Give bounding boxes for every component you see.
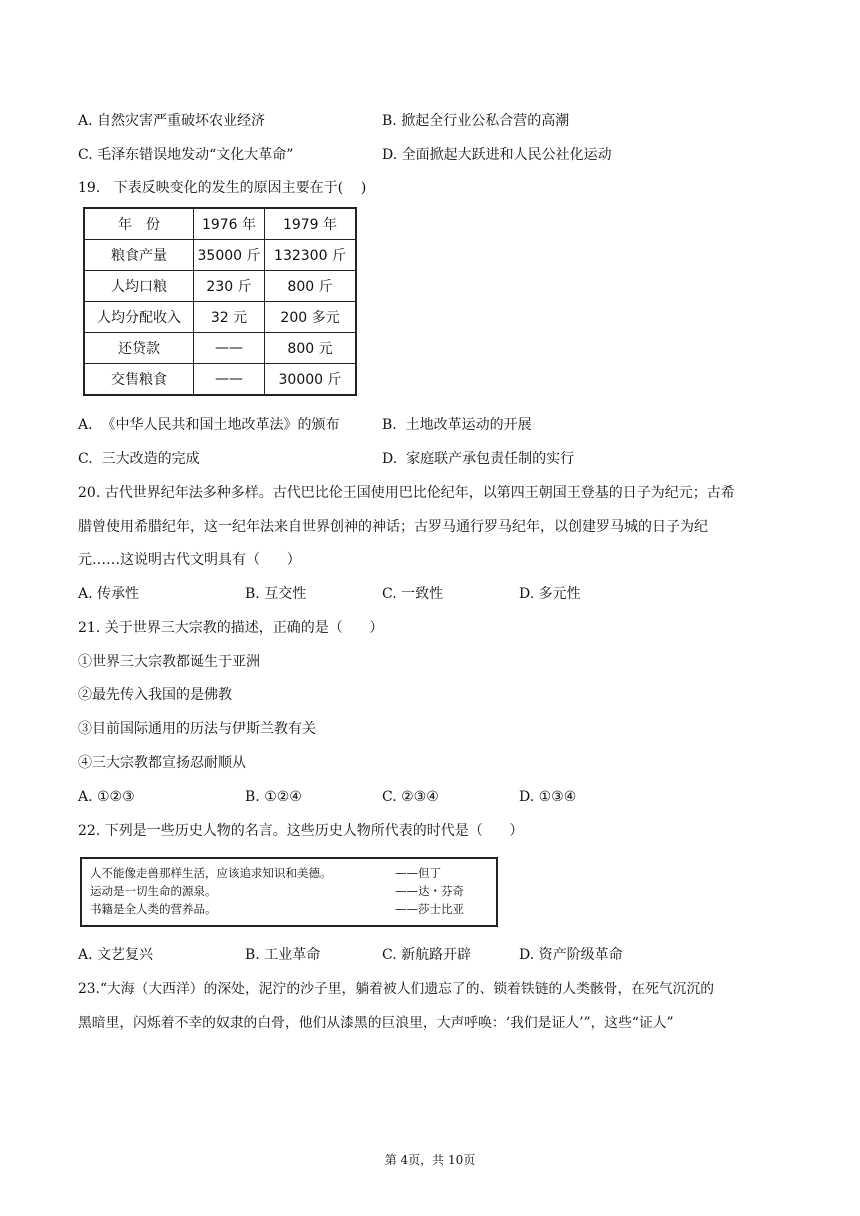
table-cell: 35000 斤 xyxy=(194,240,265,271)
table-row xyxy=(84,302,356,333)
quote-text: 书籍是全人类的营养品。 xyxy=(90,902,217,916)
q21-item-4: ④三大宗教都宣扬忍耐顺从 xyxy=(78,755,246,771)
q22-quote-box xyxy=(80,857,498,927)
q23-line-2: 黑暗里，闪烁着不幸的奴隶的白骨，他们从漆黑的巨浪里，大声呼唤：‘我们是证人’”，这些“证人” xyxy=(78,1015,674,1031)
q20-option-a: A. 传承性 xyxy=(78,586,140,602)
q21-option-a: A. ①②③ xyxy=(78,789,135,805)
table-cell: 粮食产量 xyxy=(84,240,194,271)
q23-line-1: 23.“大海（大西洋）的深处，泥泞的沙子里，躺着被人们遗忘了的、锁着铁链的人类骸骨，在死气沉沉的 xyxy=(78,981,715,997)
quote-author: ——莎士比亚 xyxy=(395,902,464,916)
q19-stem: 19. 下表反映变化的发生的原因主要在于( ) xyxy=(78,180,367,196)
q21-option-c: C. ②③④ xyxy=(382,789,439,805)
table-cell: 32 元 xyxy=(194,302,265,333)
q22-option-d: D. 资产阶级革命 xyxy=(519,947,623,963)
table-cell: 30000 斤 xyxy=(265,364,357,396)
table-header-cell: 1976 年 xyxy=(194,208,265,240)
q20-line-2: 腊曾使用希腊纪年，这一纪年法来自世界创神的神话；古罗马通行罗马纪年，以创建罗马城的日子为纪 xyxy=(78,519,708,535)
q22-stem: 22. 下列是一些历史人物的名言。这些历史人物所代表的时代是（ ） xyxy=(78,823,524,839)
table-cell: 还贷款 xyxy=(84,333,194,364)
table-row xyxy=(84,364,356,396)
q21-item-1: ①世界三大宗教都诞生于亚洲 xyxy=(78,654,260,670)
table-cell: 200 多元 xyxy=(265,302,357,333)
quote-text: 人不能像走兽那样生活，应该追求知识和美德。 xyxy=(90,866,332,880)
q18-option-c: C. 毛泽东错误地发动“文化大革命” xyxy=(78,147,294,163)
q22-option-a: A. 文艺复兴 xyxy=(78,947,154,963)
table-cell: 230 斤 xyxy=(194,271,265,302)
page-footer: 第 4页，共 10页 xyxy=(384,1153,476,1167)
q22-option-b: B. 工业革命 xyxy=(245,947,321,963)
table-cell: 800 元 xyxy=(265,333,357,364)
table-header-row xyxy=(84,208,356,240)
table-cell: 800 斤 xyxy=(265,271,357,302)
table-cell: —— xyxy=(194,364,265,396)
table-cell: —— xyxy=(194,333,265,364)
q21-option-b: B. ①②④ xyxy=(245,789,302,805)
table-cell: 交售粮食 xyxy=(84,364,194,396)
table-header-cell: 1979 年 xyxy=(265,208,357,240)
q19-option-b: B. 土地改革运动的开展 xyxy=(382,417,532,433)
q22-option-c: C. 新航路开辟 xyxy=(382,947,472,963)
quote-row xyxy=(90,883,488,901)
q20-option-c: C. 一致性 xyxy=(382,586,444,602)
table-row xyxy=(84,333,356,364)
q20-option-b: B. 互交性 xyxy=(245,586,307,602)
q20-option-d: D. 多元性 xyxy=(519,586,581,602)
q19-option-c: C. 三大改造的完成 xyxy=(78,451,200,467)
q21-stem: 21. 关于世界三大宗教的描述，正确的是（ ） xyxy=(78,620,384,636)
table-cell: 人均分配收入 xyxy=(84,302,194,333)
table-cell: 人均口粮 xyxy=(84,271,194,302)
quote-row xyxy=(90,865,488,883)
table-row xyxy=(84,271,356,302)
q20-line-3: 元……这说明古代文明具有（ ） xyxy=(78,552,301,568)
table-header-cell: 年 份 xyxy=(84,208,194,240)
table-row xyxy=(84,240,356,271)
quote-author: ——达・芬奇 xyxy=(395,884,464,898)
q20-line-1: 20. 古代世界纪年法多种多样。古代巴比伦王国使用巴比伦纪年，以第四王朝国王登基的日子为纪元；古希 xyxy=(78,485,735,501)
quote-row xyxy=(90,901,488,919)
q21-option-d: D. ①③④ xyxy=(519,789,577,805)
quote-author: ——但丁 xyxy=(395,866,441,880)
quote-text: 运动是一切生命的源泉。 xyxy=(90,884,217,898)
q19-data-table xyxy=(83,207,357,396)
table-cell: 132300 斤 xyxy=(265,240,357,271)
q18-option-a: A. 自然灾害严重破坏农业经济 xyxy=(78,113,266,129)
q21-item-2: ②最先传入我国的是佛教 xyxy=(78,687,232,703)
q19-option-a: A. 《中华人民共和国土地改革法》的颁布 xyxy=(78,417,340,433)
q21-item-3: ③目前国际通用的历法与伊斯兰教有关 xyxy=(78,721,316,737)
q18-option-b: B. 掀起全行业公私合营的高潮 xyxy=(382,113,570,129)
q18-option-d: D. 全面掀起大跃进和人民公社化运动 xyxy=(382,147,612,163)
q19-option-d: D. 家庭联产承包责任制的实行 xyxy=(382,451,575,467)
